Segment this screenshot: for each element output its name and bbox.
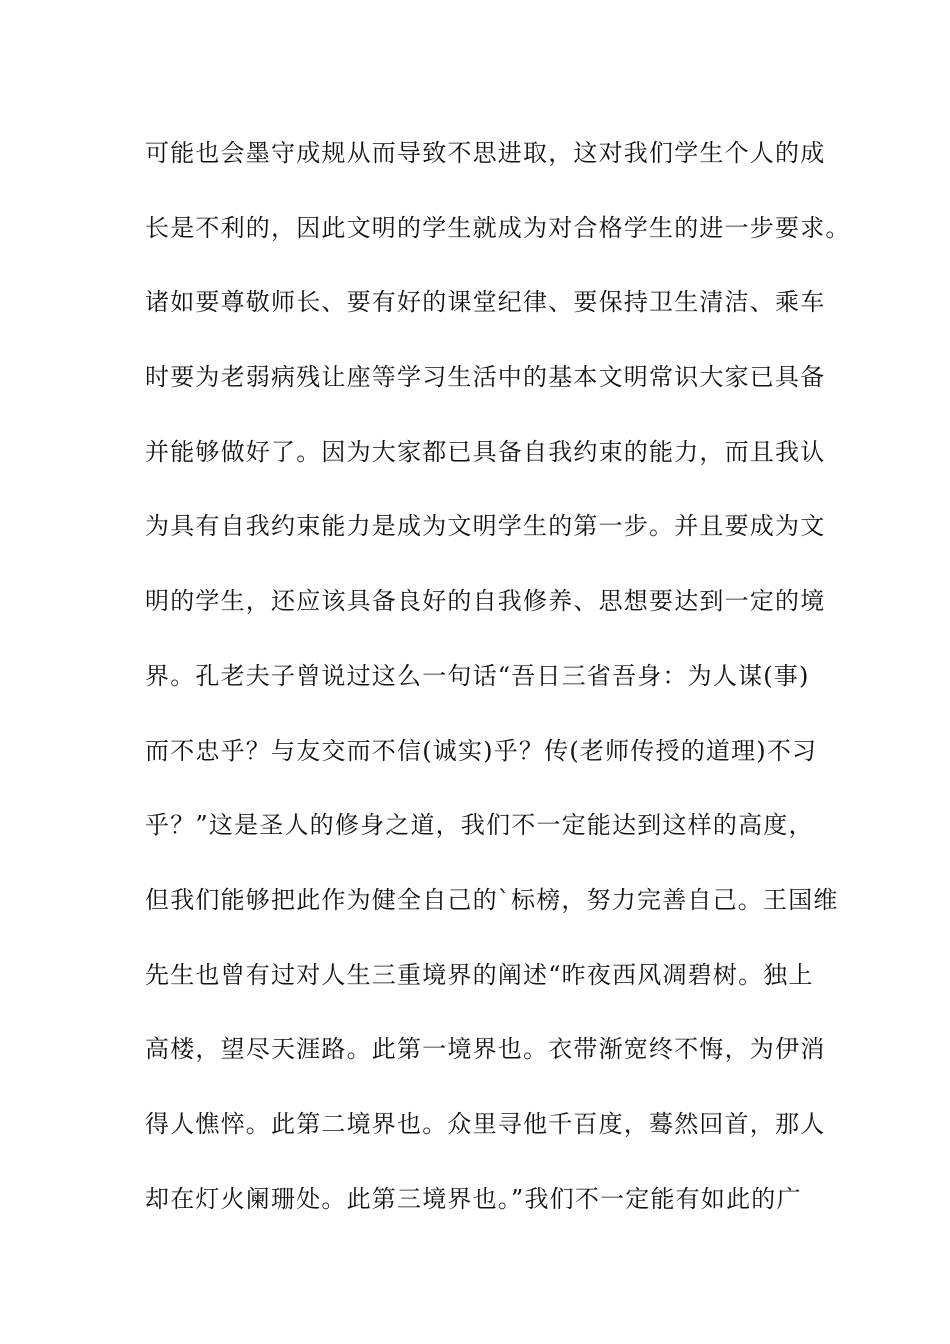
body-text [145,131,851,1251]
text-line: 而不忠乎？与友交而不信(诚实)乎？传(老师传授的道理)不习 [145,736,818,765]
text-line: 时要为老弱病残让座等学习生活中的基本文明常识大家已具备 [145,363,826,392]
text-line: 但我们能够把此作为健全自己的`标榜，努力完善自己。王国维 [145,885,839,914]
text-line: 可能也会墨守成规从而导致不思进取，这对我们学生个人的成 [145,139,826,167]
text-line: 诸如要尊敬师长、要有好的课堂纪律、要保持卫生清洁、乘车 [145,288,826,317]
text-line: 界。孔老夫子曾说过这么一句话“吾日三省吾身：为人谋(事) [145,661,810,690]
text-line: 高楼，望尽天涯路。此第一境界也。衣带渐宽终不悔，为伊消 [145,1035,826,1064]
text-line: 却在灯火阑珊处。此第三境界也。”我们不一定能有如此的广 [145,1184,802,1213]
text-line: 长是不利的，因此文明的学生就成为对合格学生的进一步要求。 [145,213,851,242]
text-line: 并能够做好了。因为大家都已具备自我约束的能力，而且我认 [145,437,826,466]
text-line: 为具有自我约束能力是成为文明学生的第一步。并且要成为文 [145,512,826,541]
text-line: 先生也曾有过对人生三重境界的阐述“昨夜西风凋碧树。独上 [145,960,814,989]
text-line: 乎？”这是圣人的修身之道，我们不一定能达到这样的高度， [145,811,814,840]
text-line: 得人憔悴。此第二境界也。众里寻他千百度，蓦然回首，那人 [145,1109,826,1138]
text-line: 明的学生，还应该具备良好的自我修养、思想要达到一定的境 [145,587,826,616]
